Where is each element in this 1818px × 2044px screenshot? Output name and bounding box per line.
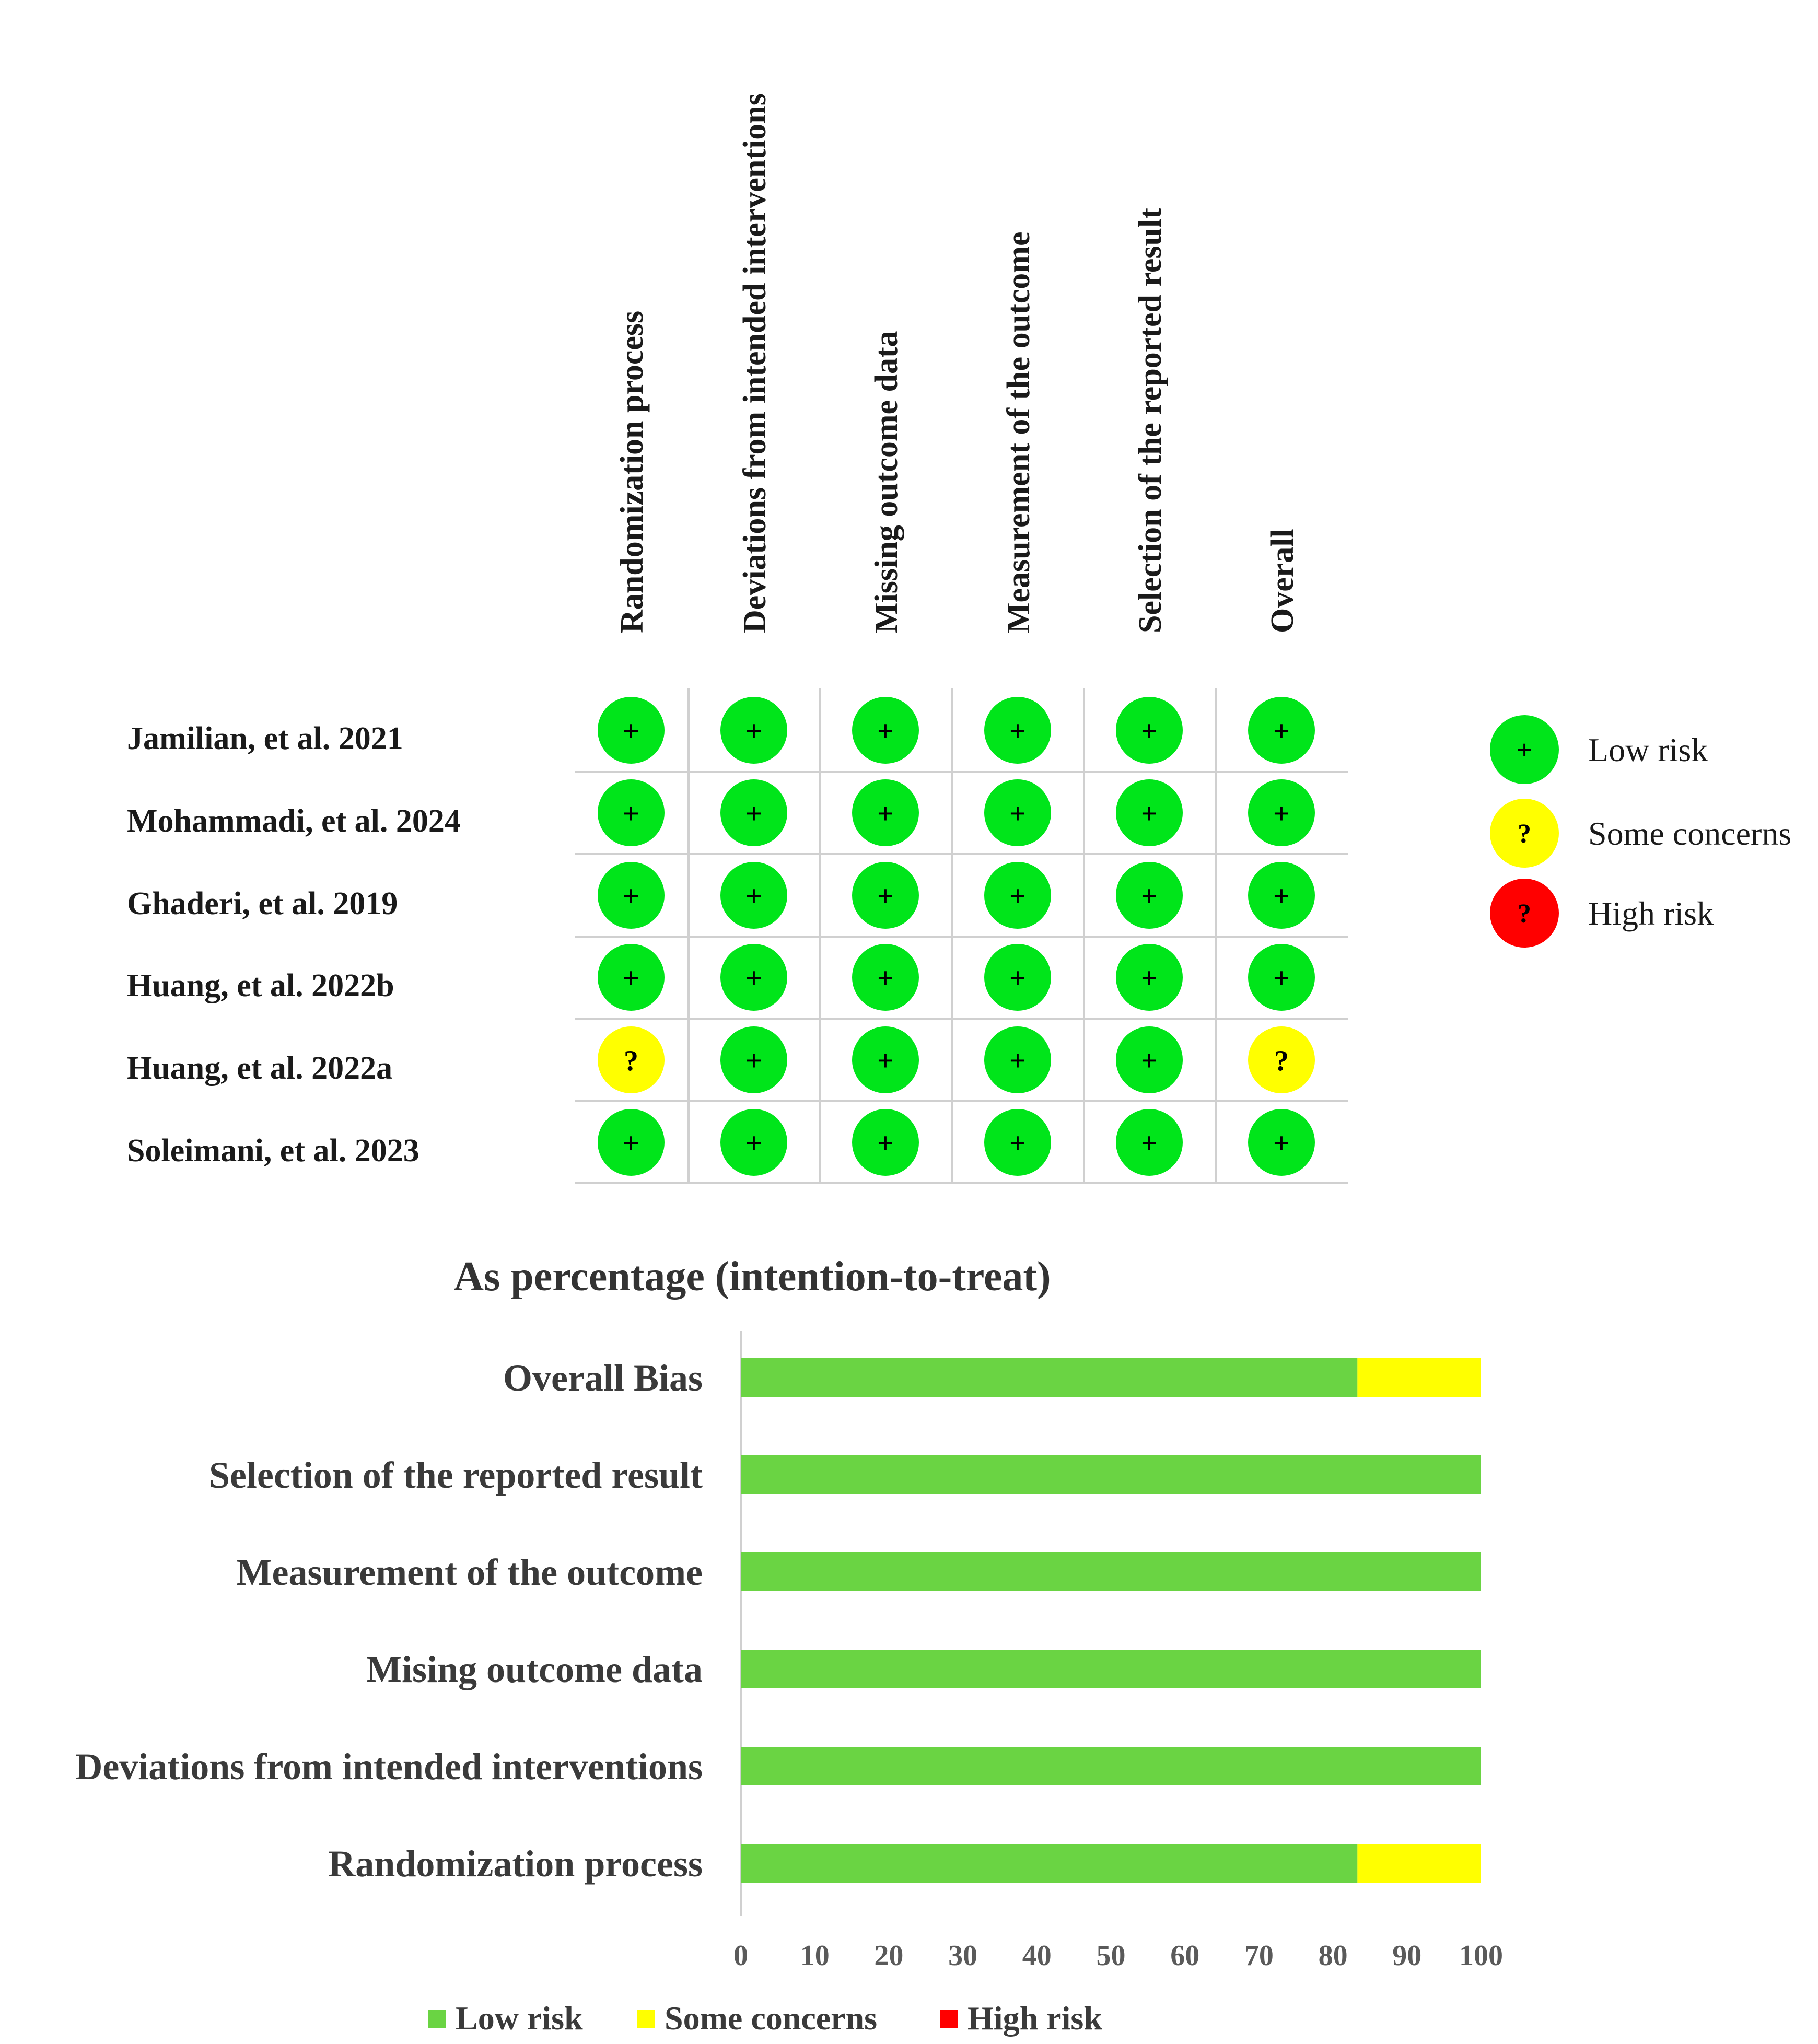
domain-header: Measurement of the outcome xyxy=(1001,231,1036,633)
x-tick-labels xyxy=(733,1940,1503,1972)
bar-low xyxy=(741,1552,1481,1591)
x-tick-label: 90 xyxy=(1392,1940,1422,1972)
legend-label: Some concerns xyxy=(665,2000,878,2037)
study-labels xyxy=(127,721,461,1169)
x-tick-label: 80 xyxy=(1318,1940,1348,1972)
legend-high-swatch xyxy=(940,2010,958,2028)
judgement-symbol: + xyxy=(1009,962,1026,995)
study-label: Soleimani, et al. 2023 xyxy=(127,1133,419,1169)
category-label: Randomization process xyxy=(328,1843,703,1885)
legend-some-swatch xyxy=(637,2010,655,2028)
domain-header: Overall xyxy=(1265,529,1300,633)
legend-symbol: ? xyxy=(1518,899,1531,929)
bar-low xyxy=(741,1358,1357,1397)
bar-low xyxy=(741,1650,1481,1688)
judgement-symbol: + xyxy=(1009,880,1026,913)
bar-low xyxy=(741,1455,1481,1494)
category-label: Selection of the reported result xyxy=(208,1454,703,1496)
category-label: Deviations from intended interventions xyxy=(75,1746,703,1788)
judgement-symbol: + xyxy=(1009,1045,1026,1077)
judgement-symbol: + xyxy=(1141,1127,1158,1160)
x-tick-label: 100 xyxy=(1459,1940,1503,1972)
judgement-symbol: + xyxy=(1009,798,1026,830)
judgement-symbol: + xyxy=(877,1045,894,1077)
bar-low xyxy=(741,1844,1357,1883)
domain-header: Selection of the reported result xyxy=(1133,208,1168,633)
judgement-symbol: + xyxy=(877,715,894,747)
bar-some xyxy=(1357,1844,1481,1883)
judgement-symbol: + xyxy=(1273,880,1290,913)
judgement-symbol: + xyxy=(745,880,762,913)
legend-symbol: ? xyxy=(1518,819,1531,849)
bar-some xyxy=(1357,1358,1481,1397)
bar-low xyxy=(741,1747,1481,1785)
domain-header: Deviations from intended interventions xyxy=(737,93,773,633)
study-label: Jamilian, et al. 2021 xyxy=(127,721,403,756)
judgement-symbol: + xyxy=(623,1127,639,1160)
judgement-symbol: + xyxy=(745,1127,762,1160)
study-label: Mohammadi, et al. 2024 xyxy=(127,803,461,839)
judgement-symbol: + xyxy=(1009,715,1026,747)
judgement-symbol: + xyxy=(745,1045,762,1077)
judgement-symbol: + xyxy=(623,715,639,747)
study-label: Huang, et al. 2022a xyxy=(127,1050,393,1086)
judgement-symbol: + xyxy=(877,880,894,913)
judgement-symbol: ? xyxy=(624,1045,638,1077)
judgement-symbol: + xyxy=(1141,715,1158,747)
judgement-symbol: + xyxy=(745,715,762,747)
judgement-symbol: + xyxy=(745,798,762,830)
judgement-symbol: + xyxy=(1141,1045,1158,1077)
judgement-symbol: + xyxy=(1273,962,1290,995)
study-label: Ghaderi, et al. 2019 xyxy=(127,886,398,921)
x-tick-label: 50 xyxy=(1096,1940,1126,1972)
domain-header: Missing outcome data xyxy=(869,331,904,633)
category-label: Measurement of the outcome xyxy=(236,1551,703,1593)
judgement-symbol: + xyxy=(1141,962,1158,995)
judgement-symbol: + xyxy=(877,798,894,830)
judgement-symbol: + xyxy=(623,962,639,995)
judgement-symbol: + xyxy=(1141,880,1158,913)
legend-label: Low risk xyxy=(456,2000,583,2037)
x-tick-label: 10 xyxy=(800,1940,830,1972)
x-tick-label: 70 xyxy=(1244,1940,1274,1972)
chart-title: As percentage (intention-to-treat) xyxy=(453,1254,1051,1300)
judgement-symbol: + xyxy=(1273,715,1290,747)
judgement-symbol: + xyxy=(1273,798,1290,830)
judgement-symbol: + xyxy=(745,962,762,995)
category-labels xyxy=(75,1357,703,1885)
legend-label: High risk xyxy=(968,2000,1102,2037)
judgement-symbol: + xyxy=(623,880,639,913)
traffic-light-grid xyxy=(575,688,1348,1183)
legend-label: Low risk xyxy=(1588,731,1708,768)
legend-symbol: + xyxy=(1517,735,1532,765)
judgement-symbol: + xyxy=(1141,798,1158,830)
legend-label: Some concerns xyxy=(1588,815,1792,852)
x-tick-label: 60 xyxy=(1170,1940,1200,1972)
judgement-symbol: + xyxy=(1009,1127,1026,1160)
bar-chart-legend xyxy=(428,2000,1102,2037)
x-tick-label: 20 xyxy=(874,1940,904,1972)
category-label: Mising outcome data xyxy=(366,1649,703,1690)
judgement-symbol: + xyxy=(1273,1127,1290,1160)
judgement-symbol: + xyxy=(877,962,894,995)
domain-headers xyxy=(614,93,1300,633)
x-tick-label: 30 xyxy=(948,1940,978,1972)
legend-label: High risk xyxy=(1588,895,1714,932)
x-tick-label: 0 xyxy=(733,1940,748,1972)
judgement-symbol: + xyxy=(623,798,639,830)
bar-marks xyxy=(741,1358,1481,1883)
judgement-symbol: ? xyxy=(1274,1045,1289,1077)
traffic-light-legend xyxy=(1490,715,1791,948)
judgement-symbol: + xyxy=(877,1127,894,1160)
x-tick-label: 40 xyxy=(1022,1940,1052,1972)
domain-header: Randomization process xyxy=(614,310,650,633)
category-label: Overall Bias xyxy=(503,1357,703,1399)
legend-low-swatch xyxy=(428,2010,446,2028)
study-label: Huang, et al. 2022b xyxy=(127,968,394,1003)
